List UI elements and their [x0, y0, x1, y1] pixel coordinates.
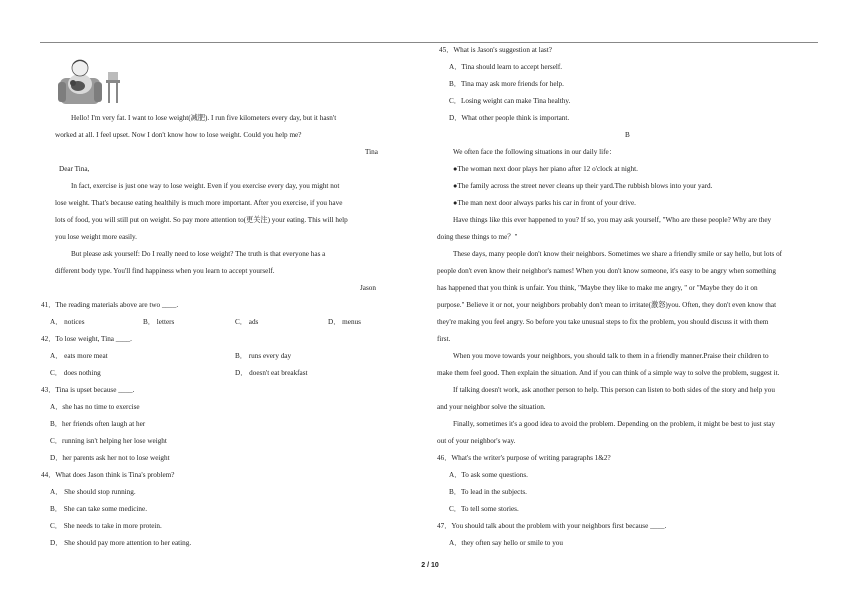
- q41-option-c[interactable]: C． ads: [235, 318, 259, 326]
- greeting-dear-tina: Dear Tina,: [59, 165, 90, 173]
- letter2-line-3: lots of food, you will still put on weight. So pay more attention to(更关注) your eating. This will help: [55, 216, 348, 224]
- passage-line-5: has happened that you think is unfair. You think, "Maybe they like to make me angry, " or "Maybe they do it on: [437, 284, 758, 292]
- q46-option-c[interactable]: C．To tell some stories.: [449, 505, 519, 513]
- q43-option-b[interactable]: B．her friends often laugh at her: [50, 420, 146, 428]
- passage-line-4: people don't even know their neighbor's names! When you don't know someone, it's easy to be angry when something: [437, 267, 776, 275]
- passage-intro: We often face the following situations in our daily life：: [453, 148, 616, 156]
- q41-option-a[interactable]: A． notices: [50, 318, 85, 326]
- q43-option-d[interactable]: D．her parents ask her not to lose weight: [50, 454, 170, 462]
- passage-line-6: purpose." Believe it or not, your neighbors probably don't mean to irritate(激怒)you. Often, they don't even know that: [437, 301, 777, 309]
- q42-option-d[interactable]: D． doesn't eat breakfast: [235, 369, 308, 377]
- signature-tina: Tina: [365, 148, 378, 156]
- q44-option-b[interactable]: B． She can take some medicine.: [50, 505, 148, 513]
- header-rule: [40, 42, 818, 43]
- q46-option-b[interactable]: B．To lead in the subjects.: [449, 488, 527, 496]
- signature-jason: Jason: [360, 284, 376, 292]
- letter2-line-2: lose weight. That's because eating healthily is much more important. After you exercise, if you have: [55, 199, 343, 207]
- passage-line-7: they're making you feel angry. So before you take unusual steps to fix the problem, you should discuss it with them: [437, 318, 769, 326]
- woman-with-dog-illustration: [58, 54, 126, 106]
- bullet-2: ●The family across the street never cleans up their yard.The rubbish blows into your yard.: [453, 182, 713, 190]
- q45-option-d[interactable]: D．What other people think is important.: [449, 114, 570, 122]
- q47-option-a[interactable]: A．they often say hello or smile to you: [449, 539, 563, 547]
- letter2-line-4: you lose weight more easily.: [55, 233, 137, 241]
- q41-option-d[interactable]: D． menus: [328, 318, 361, 326]
- q44-option-c[interactable]: C． She needs to take in more protein.: [50, 522, 162, 530]
- q46-stem: 46．What's the writer's purpose of writing paragraphs 1&2?: [437, 454, 611, 462]
- letter1-line-2: worked at all. I feel upset. Now I don't know how to lose weight. Could you help me?: [55, 131, 302, 139]
- q44-option-a[interactable]: A． She should stop running.: [50, 488, 136, 496]
- q45-option-b[interactable]: B．Tina may ask more friends for help.: [449, 80, 564, 88]
- passage-line-9: When you move towards your neighbors, you should talk to them in a friendly manner.Praise their children to: [453, 352, 769, 360]
- bullet-3: ●The man next door always parks his car in front of your drive.: [453, 199, 636, 207]
- q45-option-a[interactable]: A．Tina should learn to accept herself.: [449, 63, 563, 71]
- q45-stem: 45．What is Jason's suggestion at last?: [439, 46, 552, 54]
- letter2-line-6: different body type. You'll find happiness when you learn to accept yourself.: [55, 267, 275, 275]
- bullet-1: ●The woman next door plays her piano after 12 o'clock at night.: [453, 165, 638, 173]
- passage-line-12: and your neighbor solve the situation.: [437, 403, 546, 411]
- q45-option-c[interactable]: C．Losing weight can make Tina healthy.: [449, 97, 571, 105]
- q44-stem: 44．What does Jason think is Tina's problem?: [41, 471, 175, 479]
- q41-option-b[interactable]: B． letters: [143, 318, 175, 326]
- passage-line-2: doing these things to me？": [437, 233, 518, 241]
- q43-stem: 43．Tina is upset because ____.: [41, 386, 135, 394]
- passage-line-10: make them feel good. Then explain the situation. And if you can think of a simple way to solve the problem, suggest it.: [437, 369, 780, 377]
- q47-stem: 47．You should talk about the problem with your neighbors first because ____.: [437, 522, 667, 530]
- page-number: 2 / 10: [421, 562, 439, 569]
- letter1-line-1: Hello! I'm very fat. I want to lose weight(减肥). I run five kilometers every day, but it hasn't: [71, 114, 337, 122]
- passage-line-13: Finally, sometimes it's a good idea to avoid the problem. Depending on the problem, it might be best to just stay: [453, 420, 776, 428]
- passage-line-8: first.: [437, 335, 451, 343]
- section-heading-b: B: [625, 131, 630, 139]
- q44-option-d[interactable]: D． She should pay more attention to her eating.: [50, 539, 192, 547]
- q42-option-c[interactable]: C． does nothing: [50, 369, 101, 377]
- q42-option-a[interactable]: A． eats more meat: [50, 352, 108, 360]
- q43-option-c[interactable]: C．running isn't helping her lose weight: [50, 437, 167, 445]
- q42-option-b[interactable]: B． runs every day: [235, 352, 292, 360]
- passage-line-3: These days, many people don't know their neighbors. Sometimes we share a friendly smile or say hello, but lots of: [453, 250, 783, 258]
- q46-option-a[interactable]: A．To ask some questions.: [449, 471, 528, 479]
- passage-line-1: Have things like this ever happened to you? If so, you may ask yourself, "Who are these people? Why are they: [453, 216, 772, 224]
- letter2-line-5: But please ask yourself: Do I really need to lose weight? The truth is that everyone has a: [71, 250, 326, 258]
- passage-line-14: out of your neighbor's way.: [437, 437, 516, 445]
- letter2-line-1: In fact, exercise is just one way to lose weight. Even if you exercise every day, you might not: [71, 182, 340, 190]
- q41-stem: 41．The reading materials above are two ____.: [41, 301, 179, 309]
- q43-option-a[interactable]: A．she has no time to exercise: [50, 403, 140, 411]
- passage-line-11: If talking doesn't work, ask another person to help. This person can listen to both sides of the story and help you: [453, 386, 775, 394]
- q42-stem: 42．To lose weight, Tina ____.: [41, 335, 132, 343]
